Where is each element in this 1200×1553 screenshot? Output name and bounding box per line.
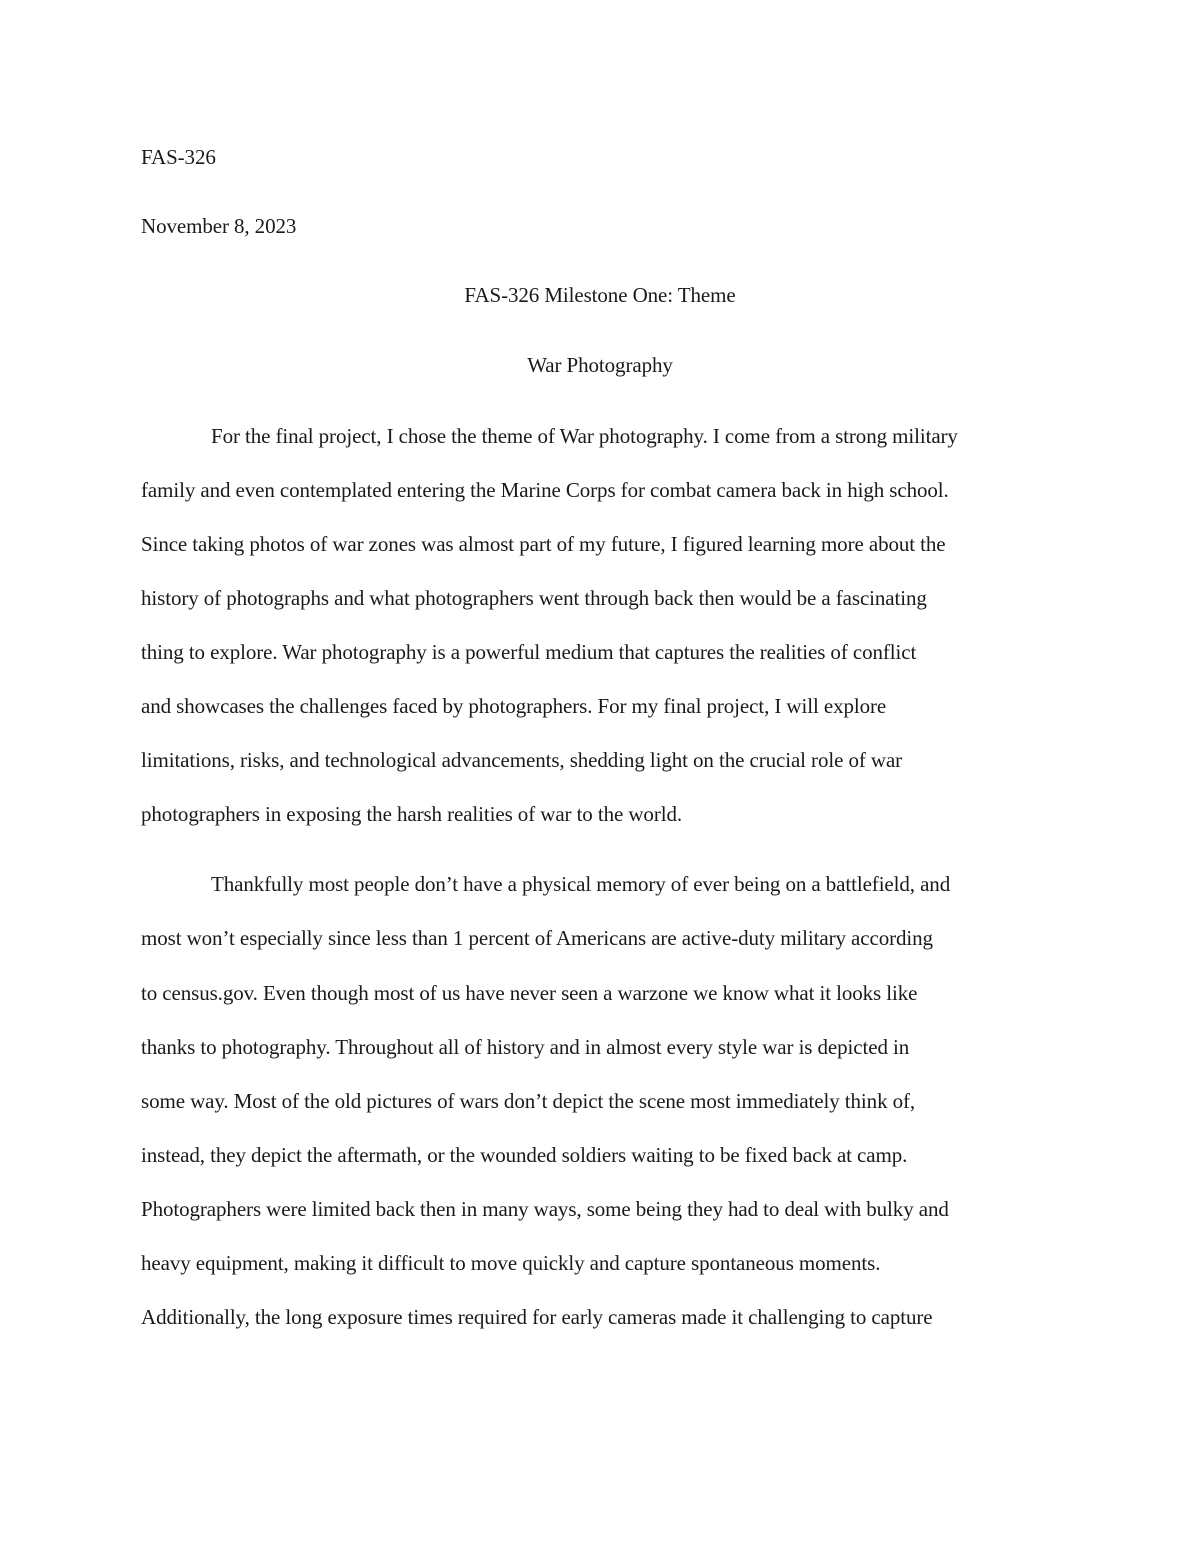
paragraph-line: and showcases the challenges faced by photographers. For my final project, I will explore <box>141 694 887 718</box>
paragraph-line: to census.gov. Even though most of us have never seen a warzone we know what it looks like <box>141 981 918 1005</box>
paragraph-line: family and even contemplated entering the Marine Corps for combat camera back in high school. <box>141 478 949 502</box>
paragraph-line: instead, they depict the aftermath, or the wounded soldiers waiting to be fixed back at camp. <box>141 1143 908 1167</box>
paragraph-line: photographers in exposing the harsh realities of war to the world. <box>141 802 683 826</box>
document-date: November 8, 2023 <box>141 214 297 238</box>
paragraph-line: For the final project, I chose the theme of War photography. I come from a strong military <box>211 424 958 448</box>
document-subtitle: War Photography <box>527 353 673 377</box>
paragraph-line: limitations, risks, and technological advancements, shedding light on the crucial role of war <box>141 748 903 772</box>
paragraph-line: some way. Most of the old pictures of wars don’t depict the scene most immediately think of, <box>141 1089 916 1113</box>
paragraph-line: heavy equipment, making it difficult to move quickly and capture spontaneous moments. <box>141 1251 881 1275</box>
document-title: FAS-326 Milestone One: Theme <box>464 283 736 307</box>
paragraph-line: Since taking photos of war zones was almost part of my future, I figured learning more about the <box>141 532 946 556</box>
paragraph-line: Photographers were limited back then in many ways, some being they had to deal with bulky and <box>141 1197 949 1221</box>
course-code: FAS-326 <box>141 145 216 169</box>
paragraph-line: most won’t especially since less than 1 percent of Americans are active-duty military according <box>141 926 933 950</box>
paragraph-line: Additionally, the long exposure times required for early cameras made it challenging to capture <box>141 1305 933 1329</box>
paragraph-line: thanks to photography. Throughout all of history and in almost every style war is depicted in <box>141 1035 910 1059</box>
paragraph-line: Thankfully most people don’t have a physical memory of ever being on a battlefield, and <box>211 872 951 896</box>
paragraph-line: thing to explore. War photography is a powerful medium that captures the realities of conflict <box>141 640 917 664</box>
paragraph-line: history of photographs and what photographers went through back then would be a fascinating <box>141 586 927 610</box>
